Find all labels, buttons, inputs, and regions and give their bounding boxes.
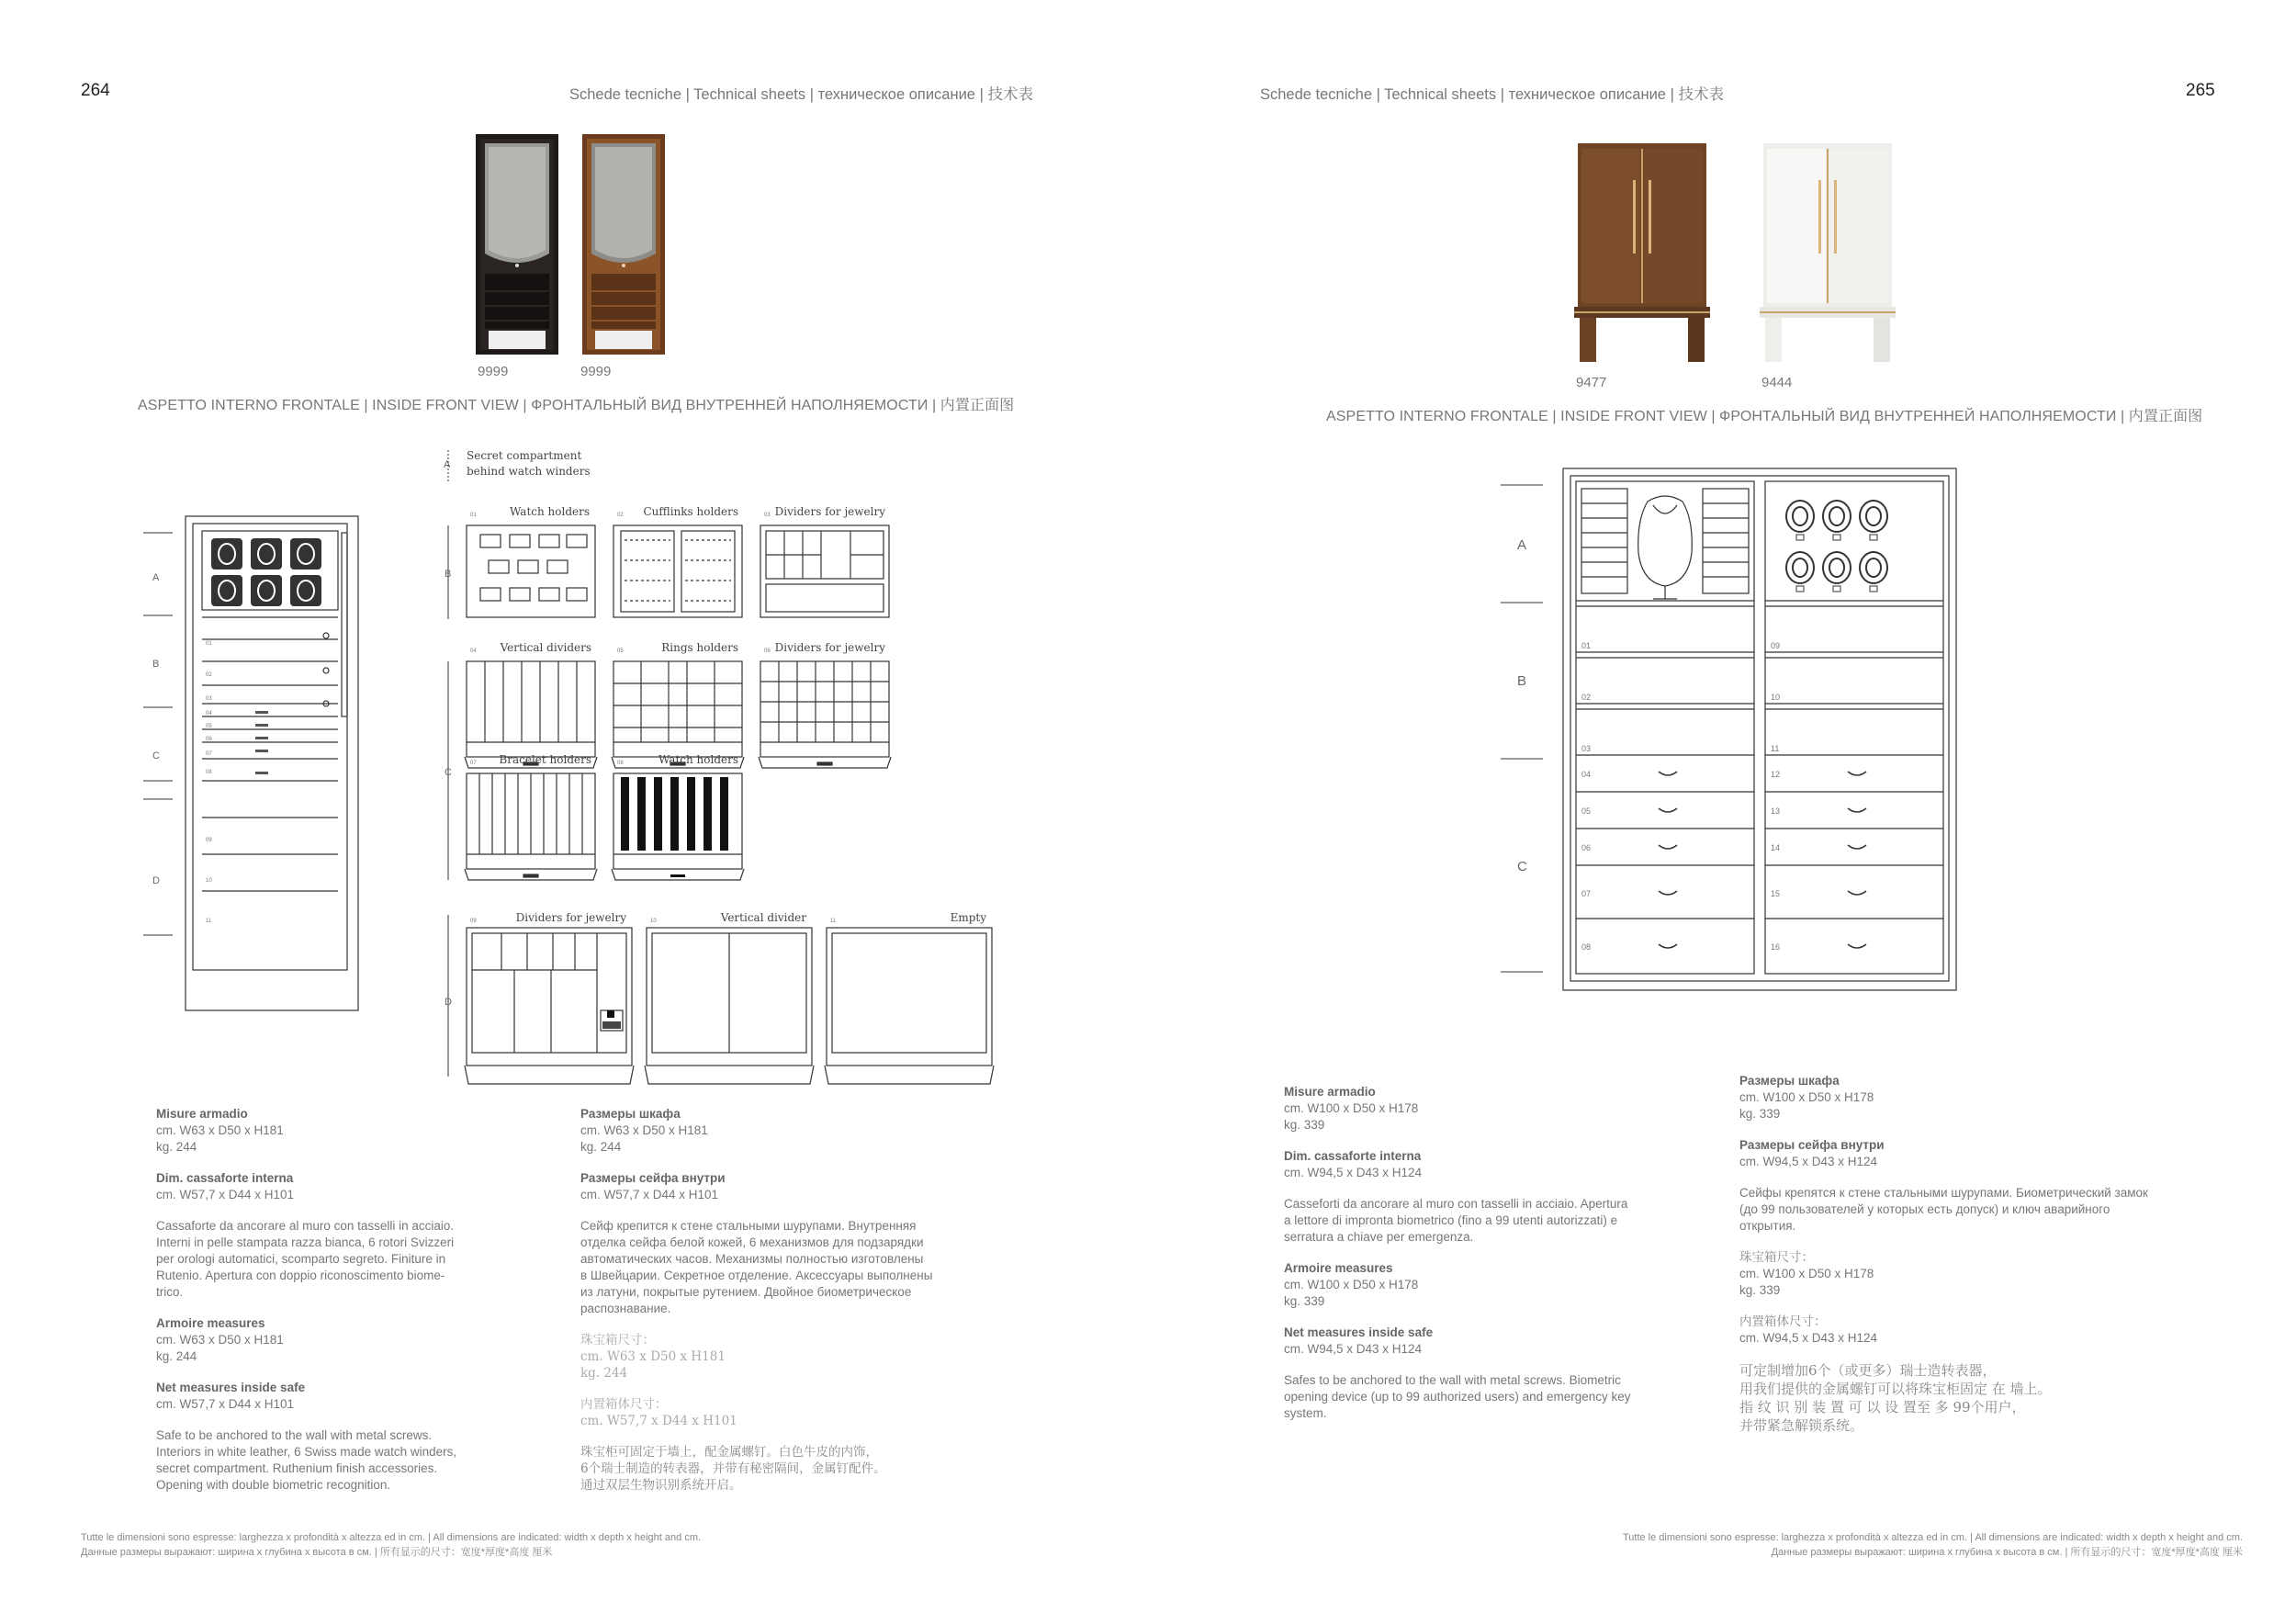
spec-block-it-en-right xyxy=(1284,1084,1688,1422)
row-number: 06 xyxy=(206,737,212,742)
spec-title: 珠宝箱尺寸： xyxy=(580,1333,655,1348)
drawer-label: Dividers for jewelry xyxy=(774,505,885,518)
spec-text-line: 可定制增加6个（或更多）瑞士造转表器， xyxy=(1739,1362,1997,1379)
row-number: 15 xyxy=(1771,889,1781,898)
spec-value: cm. W57,7 x D44 x H101 xyxy=(156,1188,295,1201)
inside-front-view-diagram xyxy=(1497,465,1965,998)
drawer-label: Bracelet holders xyxy=(499,753,591,766)
drawer-number: 02 xyxy=(617,513,624,518)
spec-title: Armoire measures xyxy=(156,1316,265,1330)
footnote-left xyxy=(81,1530,701,1560)
spec-text-line: распознавание. xyxy=(580,1302,671,1315)
drawer-label: Dividers for jewelry xyxy=(515,911,626,924)
drawer-label: Cufflinks holders xyxy=(643,505,738,518)
spec-text-line: Rutenio. Apertura con doppio riconoscimento biome- xyxy=(156,1269,445,1282)
spec-title: Misure armadio xyxy=(156,1107,248,1121)
section-label: D xyxy=(445,997,452,1008)
spec-value: cm. W57,7 x D44 x H101 xyxy=(580,1414,737,1428)
spec-text-line: отделка сейфа белой кожей, 6 механизмов для подзарядки xyxy=(580,1235,924,1249)
spec-title: Dim. cassaforte interna xyxy=(1284,1149,1422,1163)
row-number: 01 xyxy=(206,641,212,647)
drawer-label: Rings holders xyxy=(661,641,738,654)
footnote-line: Tutte le dimensioni sono espresse: larghezza x profondità x altezza ed in cm. | All dimensions are indicated: width x depth x height and cm. xyxy=(81,1532,702,1543)
row-number: 02 xyxy=(1581,693,1592,702)
spec-text-line: serratura a chiave per emergenza. xyxy=(1284,1230,1474,1244)
spec-title: Misure armadio xyxy=(1284,1085,1376,1099)
section-label: C xyxy=(445,767,452,778)
row-number: 04 xyxy=(206,711,212,716)
spec-title: Размеры шкафа xyxy=(1739,1074,1840,1088)
drawer-label: Empty xyxy=(950,911,986,924)
drawer-number: 01 xyxy=(470,513,477,518)
drawer-number: 10 xyxy=(650,919,657,924)
page-header-right: Schede tecniche | Technical sheets | техническое описание | 技术表 xyxy=(1260,86,1724,103)
row-number: 01 xyxy=(1581,641,1592,650)
row-number: 07 xyxy=(1581,889,1592,898)
spec-text-line: 指 纹 识 别 装 置 可 以 设 置至 多 99个用户， xyxy=(1739,1399,2026,1415)
spec-value: cm. W94,5 x D43 x H124 xyxy=(1284,1342,1423,1356)
drawer-number: 03 xyxy=(764,513,771,518)
spec-value: cm. W100 x D50 x H178 xyxy=(1284,1278,1419,1291)
section-label: D xyxy=(152,875,160,886)
spec-text-line: 珠宝柜可固定于墙上，配金属螺钉。白色牛皮的内饰， xyxy=(580,1445,878,1460)
section-label: B xyxy=(152,659,160,670)
row-number: 05 xyxy=(206,724,212,729)
spec-text-line: 并带紧急解锁系统。 xyxy=(1739,1417,1864,1434)
spec-text-line: trico. xyxy=(156,1285,184,1299)
spec-title: Net measures inside safe xyxy=(156,1381,306,1394)
spec-value: cm. W57,7 x D44 x H101 xyxy=(580,1188,719,1201)
page-number-left: 264 xyxy=(81,81,110,100)
product-photo-9999-brown xyxy=(582,134,665,355)
spec-value: cm. W100 x D50 x H178 xyxy=(1739,1267,1874,1280)
drawer-label: Watch holders xyxy=(658,753,738,766)
row-number: 04 xyxy=(1581,770,1592,779)
spec-text-line: secret compartment. Ruthenium finish accessories. xyxy=(156,1461,438,1475)
row-number: 12 xyxy=(1771,770,1781,779)
section-label: B xyxy=(445,569,452,580)
spec-value: cm. W100 x D50 x H178 xyxy=(1284,1101,1419,1115)
spec-text-line: Interni in pelle stampata razza bianca, 6 rotori Svizzeri xyxy=(156,1235,455,1249)
spec-value: kg. 339 xyxy=(1739,1283,1781,1297)
row-number: 11 xyxy=(206,919,212,924)
spec-value: kg. 339 xyxy=(1739,1107,1781,1121)
spec-text-line: Opening with double biometric recognition. xyxy=(156,1478,391,1492)
spec-title: Dim. cassaforte interna xyxy=(156,1171,294,1185)
spec-value: cm. W63 x D50 x H181 xyxy=(580,1123,708,1137)
spec-value: cm. W57,7 x D44 x H101 xyxy=(156,1397,295,1411)
spec-text-line: Cassaforte da ancorare al muro con tasselli in acciaio. xyxy=(156,1219,455,1233)
row-number: 06 xyxy=(1581,843,1592,852)
footnote-line: Данные размеры выражают: ширина x глубина x высота в см. | 所有显示的尺寸：宽度*厚度*高度 厘米 xyxy=(1771,1547,2243,1558)
spec-text-line: a lettore di impronta biometrico (fino a 99 utenti autorizzati) e xyxy=(1284,1213,1618,1227)
section-label: B xyxy=(1517,673,1527,689)
product-photo-9477-walnut xyxy=(1574,143,1710,362)
spec-text-line: открытия. xyxy=(1739,1219,1796,1233)
spec-value: cm. W94,5 x D43 x H124 xyxy=(1739,1331,1878,1345)
drawer-number: 09 xyxy=(470,919,477,924)
page-header-left: Schede tecniche | Technical sheets | техническое описание | 技术表 xyxy=(569,86,1033,103)
spec-value: kg. 244 xyxy=(156,1140,197,1154)
drawer-number: 05 xyxy=(617,648,624,654)
row-number: 08 xyxy=(206,770,212,775)
spec-text-line: 通过双层生物识别系统开启。 xyxy=(580,1478,742,1493)
row-number: 11 xyxy=(1771,744,1780,753)
row-number: 03 xyxy=(206,696,212,702)
row-number: 13 xyxy=(1771,806,1781,816)
row-number: 16 xyxy=(1771,942,1781,952)
spec-title: 内置箱体尺寸： xyxy=(580,1397,668,1412)
spec-text-line: 用我们提供的金属螺钉可以将珠宝柜固定 在 墙上。 xyxy=(1739,1381,2052,1397)
spec-value: kg. 244 xyxy=(156,1349,197,1363)
spec-text-line: per orologi automatici, scomparto segreto. Finiture in xyxy=(156,1252,446,1266)
spec-title: 内置箱体尺寸： xyxy=(1739,1314,1827,1329)
section-label: A xyxy=(152,572,160,583)
spec-text-line: Casseforti da ancorare al muro con tasselli in acciaio. Apertura xyxy=(1284,1197,1628,1211)
product-photo-9999-black xyxy=(476,134,558,355)
inside-front-view-caption: ASPETTO INTERNO FRONTALE | INSIDE FRONT VIEW | ФРОНТАЛЬНЫЙ ВИД ВНУТРЕННЕЙ НАПОЛНЯЕМОСТИ | 内置正面图 xyxy=(1326,409,2203,424)
footnote-line: Tutte le dimensioni sono espresse: larghezza x profondità x altezza ed in cm. | All dimensions are indicated: width x depth x height and cm. xyxy=(1622,1532,2243,1543)
section-label: A xyxy=(1517,537,1527,553)
spec-value: kg. 339 xyxy=(1284,1294,1325,1308)
spec-value: kg. 244 xyxy=(580,1366,628,1381)
secret-compartment-label: Secret compartment xyxy=(467,449,582,462)
product-code: 9999 xyxy=(580,364,612,379)
drawer-number: 04 xyxy=(470,648,477,654)
drawer-label: Dividers for jewelry xyxy=(774,641,885,654)
section-label: A xyxy=(444,459,451,470)
row-number: 09 xyxy=(206,838,212,843)
drawer-number: 08 xyxy=(617,761,624,766)
drawer-label: Vertical divider xyxy=(720,911,806,924)
product-photo-9444-white xyxy=(1760,143,1896,362)
drawer-number: 11 xyxy=(830,919,837,924)
spec-value: cm. W94,5 x D43 x H124 xyxy=(1284,1166,1423,1179)
row-number: 07 xyxy=(206,751,212,757)
spec-title: Net measures inside safe xyxy=(1284,1325,1434,1339)
inside-front-view-diagram xyxy=(138,441,1001,1084)
spec-text-line: Safes to be anchored to the wall with metal screws. Biometric xyxy=(1284,1373,1621,1387)
product-code: 9477 xyxy=(1576,375,1607,390)
row-number: 14 xyxy=(1771,843,1781,852)
section-label: C xyxy=(152,750,160,761)
spec-block-ru-cn-right xyxy=(1739,1073,2217,1435)
product-code: 9999 xyxy=(478,364,509,379)
row-number: 05 xyxy=(1581,806,1592,816)
section-label: C xyxy=(1517,859,1527,874)
spec-text-line: Сейфы крепятся к стене стальными шурупами. Биометрический замок xyxy=(1739,1186,2148,1200)
inside-front-view-caption: ASPETTO INTERNO FRONTALE | INSIDE FRONT VIEW | ФРОНТАЛЬНЫЙ ВИД ВНУТРЕННЕЙ НАПОЛНЯЕМОСТИ | 内置正面图 xyxy=(138,398,1015,413)
spec-title: 珠宝箱尺寸： xyxy=(1739,1250,1814,1265)
spec-value: cm. W63 x D50 x H181 xyxy=(156,1333,284,1347)
page-number-right: 265 xyxy=(2186,81,2215,100)
spec-text-line: Safe to be anchored to the wall with metal screws. xyxy=(156,1428,433,1442)
product-code: 9444 xyxy=(1761,375,1793,390)
secret-compartment-label: behind watch winders xyxy=(467,465,591,478)
spec-text-line: в Швейцарии. Секретное отделение. Аксессуары выполнены xyxy=(580,1269,933,1282)
footnote-line: Данные размеры выражают: ширина x глубина x высота в см. | 所有显示的尺寸：宽度*厚度*高度 厘米 xyxy=(81,1547,553,1558)
spec-text-line: из латуни, покрытые рутением. Двойное биометрическое xyxy=(580,1285,912,1299)
drawer-number: 07 xyxy=(470,761,477,766)
spec-text-line: Interiors in white leather, 6 Swiss made watch winders, xyxy=(156,1445,457,1459)
row-number: 10 xyxy=(206,878,212,884)
spec-title: Размеры сейфа внутри xyxy=(580,1171,726,1185)
spec-value: cm. W100 x D50 x H178 xyxy=(1739,1090,1874,1104)
spec-text-line: opening device (up to 99 authorized users) and emergency key xyxy=(1284,1390,1631,1404)
spec-block-ru-cn-left xyxy=(580,1106,985,1494)
spec-text-line: (до 99 пользователей у которых есть допуск) и ключ аварийного xyxy=(1739,1202,2110,1216)
footnote-right xyxy=(1623,1530,2243,1560)
row-number: 08 xyxy=(1581,942,1592,952)
spec-title: Размеры сейфа внутри xyxy=(1739,1138,1885,1152)
row-number: 09 xyxy=(1771,641,1781,650)
spec-value: cm. W63 x D50 x H181 xyxy=(580,1349,726,1364)
row-number: 03 xyxy=(1581,744,1592,753)
spec-text-line: Сейф крепится к стене стальными шурупами. Внутренняя xyxy=(580,1219,917,1233)
row-number: 10 xyxy=(1771,693,1781,702)
row-number: 02 xyxy=(206,672,212,678)
spec-block-it-en-left xyxy=(156,1106,523,1494)
drawer-label: Vertical dividers xyxy=(500,641,591,654)
spec-title: Размеры шкафа xyxy=(580,1107,681,1121)
drawer-number: 06 xyxy=(764,648,771,654)
spec-value: kg. 244 xyxy=(580,1140,622,1154)
spec-title: Armoire measures xyxy=(1284,1261,1393,1275)
spec-value: cm. W94,5 x D43 x H124 xyxy=(1739,1155,1878,1168)
drawer-label: Watch holders xyxy=(510,505,590,518)
spec-text-line: system. xyxy=(1284,1406,1327,1420)
spec-text-line: автоматических часов. Механизмы полностью изготовлены xyxy=(580,1252,924,1266)
spec-value: kg. 339 xyxy=(1284,1118,1325,1132)
spec-text-line: 6个瑞士制造的转表器，并带有秘密隔间，金属钉配件。 xyxy=(580,1461,886,1476)
spec-value: cm. W63 x D50 x H181 xyxy=(156,1123,284,1137)
